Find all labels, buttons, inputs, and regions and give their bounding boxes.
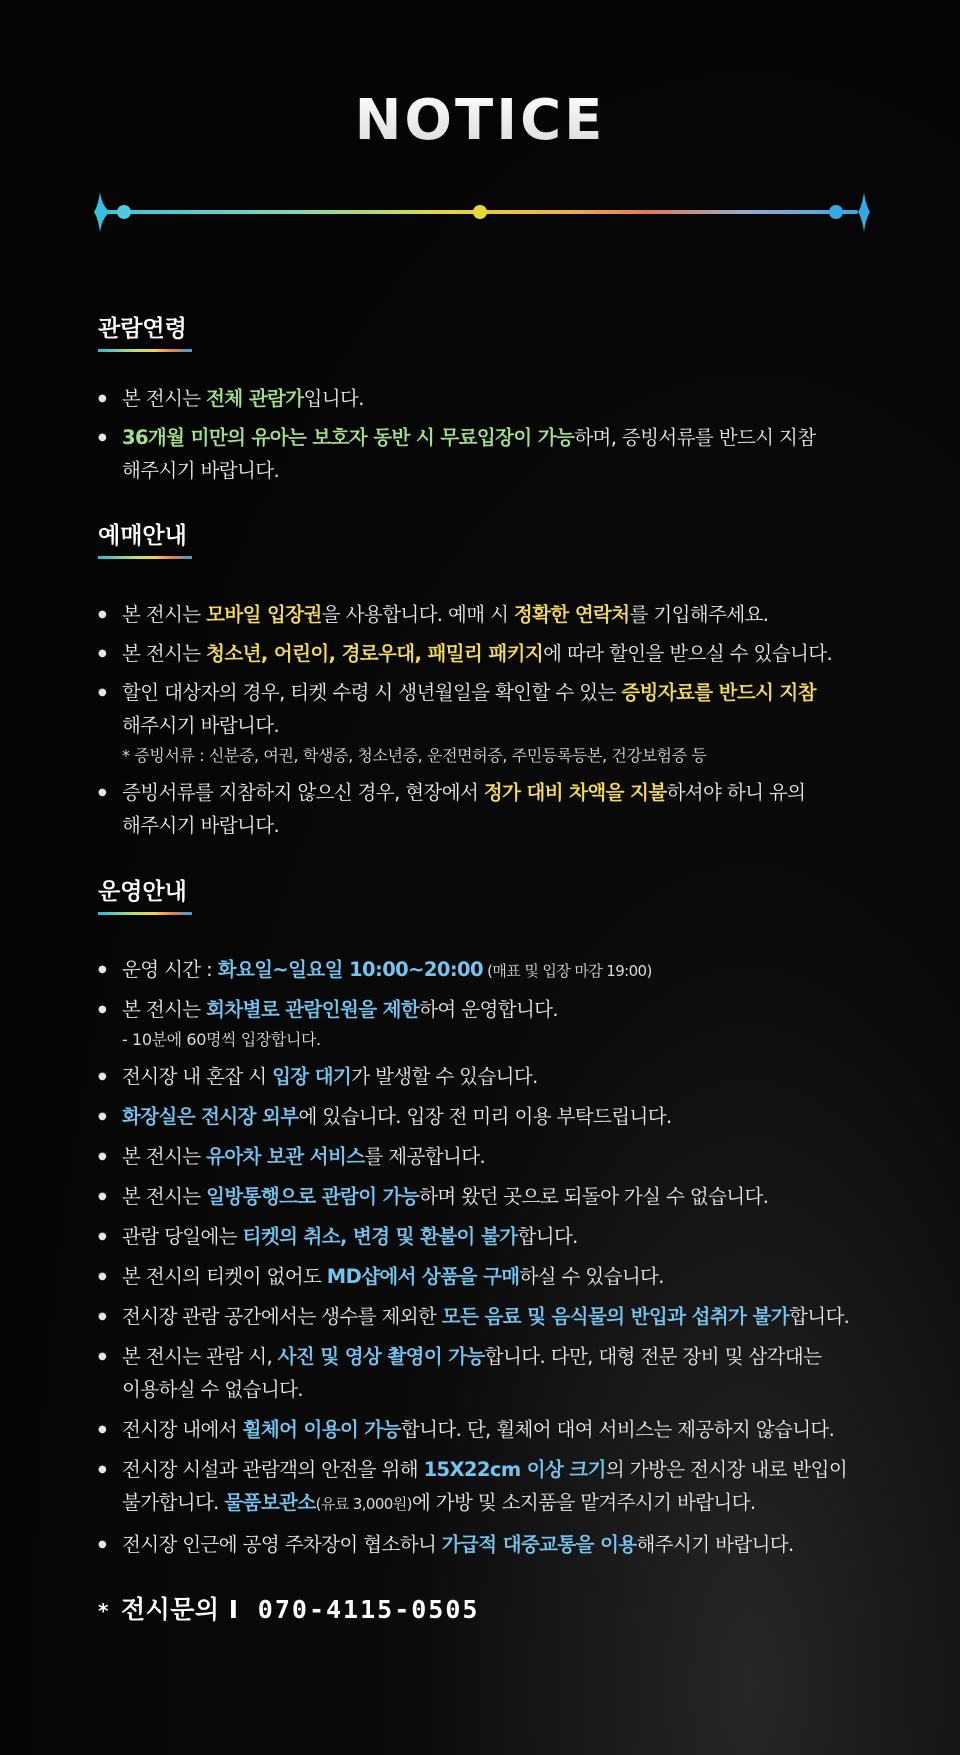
list-item: ● 화장실은 전시장 외부에 있습니다. 입장 전 미리 이용 부탁드립니다.	[98, 1100, 878, 1133]
list-item: ● 본 전시는 유아차 보관 서비스를 제공합니다.	[98, 1140, 878, 1173]
list-item: ● 본 전시는 전체 관람가입니다.	[98, 382, 878, 415]
list-item: ● 증빙서류를 지참하지 않으신 경우, 현장에서 정가 대비 차액을 지불하셔야 하니 유의 해주시기 바랍니다.	[98, 776, 878, 842]
list-item: ● 전시장 인근에 공영 주차장이 협소하니 가급적 대중교통을 이용해주시기 바랍니다.	[98, 1528, 878, 1561]
left-diamond-icon	[94, 192, 110, 232]
section-heading: 운영안내	[98, 873, 192, 923]
list-item: ● 할인 대상자의 경우, 티켓 수령 시 생년월일을 확인할 수 있는 증빙자료를 반드시 지참 해주시기 바랍니다.	[98, 676, 878, 742]
list-item: ● 관람 당일에는 티켓의 취소, 변경 및 환불이 불가합니다.	[98, 1220, 878, 1253]
note-text: - 10분에 60명씩 입장합니다.	[122, 1030, 321, 1049]
list-item: ● 본 전시는 모바일 입장권을 사용합니다. 예매 시 정확한 연락처를 기입해주세요.	[98, 598, 878, 631]
contact-phone: 070-4115-0505	[257, 1595, 480, 1624]
asterisk-icon: *	[98, 1599, 109, 1623]
note-text: * 증빙서류 : 신분증, 여권, 학생증, 청소년증, 운전면허증, 주민등록등본, 건강보험증 등	[122, 746, 707, 765]
list-item: ● 본 전시는 청소년, 어린이, 경로우대, 패밀리 패키지에 따라 할인을 받으실 수 있습니다.	[98, 637, 878, 670]
gradient-divider	[88, 190, 872, 234]
list-item: ● 본 전시는 회차별로 관람인원을 제한하여 운영합니다.	[98, 993, 878, 1026]
list-item: ● 본 전시는 일방통행으로 관람이 가능하며 왔던 곳으로 되돌아 가실 수 없습니다.	[98, 1180, 878, 1213]
list-item: ● 36개월 미만의 유아는 보호자 동반 시 무료입장이 가능하며, 증빙서류를 반드시 지참 해주시기 바랍니다.	[98, 421, 878, 487]
contact-label: 전시문의 I	[120, 1595, 239, 1624]
right-diamond-icon	[850, 192, 870, 232]
center-dot-icon	[473, 205, 487, 219]
contact-info	[98, 1590, 479, 1626]
page-title: NOTICE	[0, 88, 960, 153]
section-age	[98, 310, 878, 487]
section-operation	[98, 873, 878, 1561]
section-heading: 관람연령	[98, 310, 192, 360]
list-item: ● 전시장 내에서 휠체어 이용이 가능합니다. 단, 휠체어 대여 서비스는 제공하지 않습니다.	[98, 1413, 878, 1446]
section-heading: 예매안내	[98, 517, 192, 567]
list-item: ● 전시장 시설과 관람객의 안전을 위해 15X22cm 이상 크기의 가방은 전시장 내로 반입이 불가합니다. 물품보관소(유료 3,000원)에 가방 및 소지품을 맡겨주시기 바랍니다.	[98, 1453, 878, 1521]
section-ticket	[98, 517, 878, 842]
list-item: ● 본 전시는 관람 시, 사진 및 영상 촬영이 가능합니다. 다만, 대형 전문 장비 및 삼각대는 이용하실 수 없습니다.	[98, 1340, 878, 1406]
right-dot-icon	[829, 205, 843, 219]
list-item: ● 전시장 관람 공간에서는 생수를 제외한 모든 음료 및 음식물의 반입과 섭취가 불가합니다.	[98, 1300, 878, 1333]
left-dot-icon	[117, 205, 131, 219]
list-item: ● 전시장 내 혼잡 시 입장 대기가 발생할 수 있습니다.	[98, 1060, 878, 1093]
list-item: ● 운영 시간 : 화요일~일요일 10:00~20:00 (매표 및 입장 마감 19:00)	[98, 953, 878, 988]
list-item: ● 본 전시의 티켓이 없어도 MD샵에서 상품을 구매하실 수 있습니다.	[98, 1260, 878, 1293]
